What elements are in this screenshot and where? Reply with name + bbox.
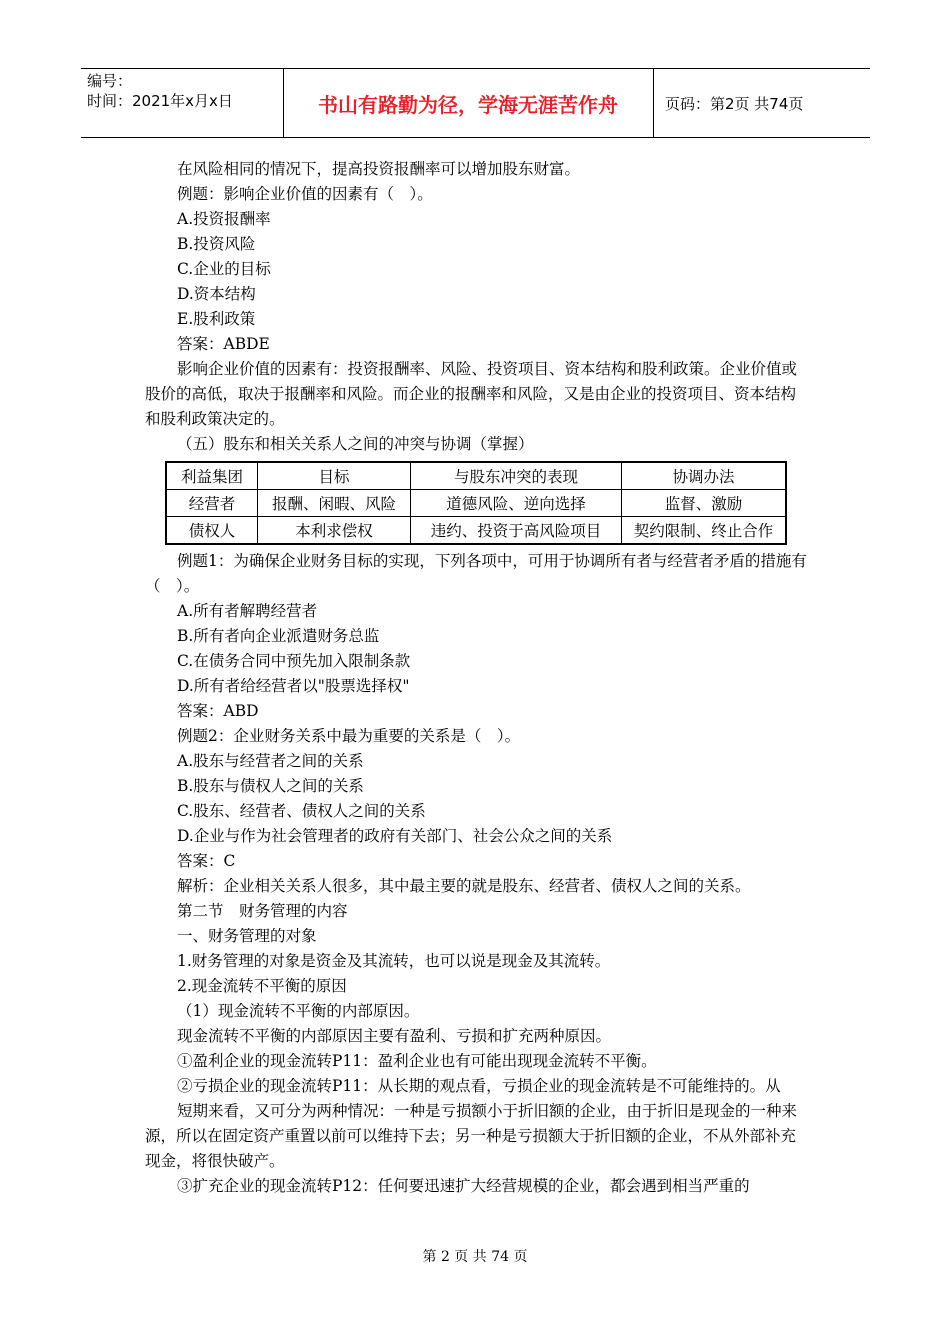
option-line: D.所有者给经营者以"股票选择权" (177, 677, 410, 695)
text-line: 2.现金流转不平衡的原因 (177, 977, 347, 995)
option-line: D.资本结构 (177, 285, 256, 303)
option-line: E.股利政策 (177, 310, 256, 328)
table-header-row (166, 462, 786, 490)
doc-id-label: 编号： (87, 72, 133, 90)
example-question: 例题：影响企业价值的因素有（ ）。 (177, 185, 433, 203)
doc-date-label: 时间：2021年x月x日 (87, 92, 233, 110)
header-page-info: 页码：第2页 共74页 (665, 95, 804, 113)
option-line: B.投资风险 (177, 235, 256, 253)
analysis-line: 解析：企业相关关系人很多，其中最主要的就是股东、经营者、债权人之间的关系。 (177, 877, 751, 895)
section-heading: 一、财务管理的对象 (177, 927, 317, 945)
text-line: （1）现金流转不平衡的内部原因。 (177, 1002, 420, 1020)
option-line: A.所有者解聘经营者 (177, 602, 318, 620)
page-footer: 第 2 页 共 74 页 (422, 1249, 528, 1265)
option-line: C.在债务合同中预先加入限制条款 (177, 652, 411, 670)
section-heading: （五）股东和相关关系人之间的冲突与协调（掌握） (177, 435, 534, 453)
table-cell: 违约、投资于高风险项目 (411, 517, 622, 545)
answer-line: 答案：C (177, 852, 236, 870)
table-cell: 契约限制、终止合作 (622, 517, 787, 545)
text-line: 现金流转不平衡的内部原因主要有盈利、亏损和扩充两种原因。 (177, 1027, 612, 1045)
answer-line: 答案：ABD (177, 702, 259, 720)
option-line: B.所有者向企业派遣财务总监 (177, 627, 380, 645)
text-line: 1.财务管理的对象是资金及其流转，也可以说是现金及其流转。 (177, 952, 611, 970)
option-line: A.股东与经营者之间的关系 (177, 752, 364, 770)
conflict-table (165, 461, 787, 545)
table-cell: 债权人 (166, 517, 258, 545)
explanation-paragraph: 影响企业价值的因素有：投资报酬率、风险、投资项目、资本结构和股利政策。企业价值或股价的高低，取决于报酬率和风险。而企业的报酬率和风险，又是由企业的投资项目、资本结构和股利政策决定的。 (145, 360, 798, 428)
text-line: ②亏损企业的现金流转P11：从长期的观点看，亏损企业的现金流转是不可能维持的。从 (177, 1077, 781, 1095)
table-header-cell: 目标 (258, 462, 411, 490)
header-divider (653, 69, 654, 137)
text-paragraph: 短期来看，又可分为两种情况：一种是亏损额小于折旧额的企业，由于折旧是现金的一种来源，所以在固定资产重置以前可以维持下去；另一种是亏损额大于折旧额的企业，不从外部补充现金，将很快破产。 (145, 1102, 798, 1170)
table-row (166, 490, 786, 517)
example-question: 例题1：为确保企业财务目标的实现，下列各项中，可用于协调所有者与经营者矛盾的措施有（ ）。 (145, 552, 807, 595)
option-line: A.投资报酬率 (177, 210, 271, 228)
section-heading: 第二节 财务管理的内容 (177, 902, 348, 920)
page-header (81, 68, 870, 138)
table-header-cell: 利益集团 (166, 462, 258, 490)
table-cell: 监督、激励 (622, 490, 787, 517)
table-cell: 报酬、闲暇、风险 (258, 490, 411, 517)
answer-line: 答案：ABDE (177, 335, 270, 353)
option-line: C.企业的目标 (177, 260, 271, 278)
option-line: D.企业与作为社会管理者的政府有关部门、社会公众之间的关系 (177, 827, 613, 845)
example-question: 例题2：企业财务关系中最为重要的关系是（ ）。 (177, 727, 521, 745)
text-line: 在风险相同的情况下，提高投资报酬率可以增加股东财富。 (177, 160, 581, 178)
text-line: ③扩充企业的现金流转P12：任何要迅速扩大经营规模的企业，都会遇到相当严重的 (177, 1177, 750, 1195)
option-line: B.股东与债权人之间的关系 (177, 777, 364, 795)
table-header-cell: 协调办法 (622, 462, 787, 490)
table-cell: 本利求偿权 (258, 517, 411, 545)
table-cell: 道德风险、逆向选择 (411, 490, 622, 517)
header-motto: 书山有路勤为径，学海无涯苦作舟 (318, 92, 618, 117)
table-cell: 经营者 (166, 490, 258, 517)
document-body (145, 157, 810, 1199)
table-header-cell: 与股东冲突的表现 (411, 462, 622, 490)
table-row (166, 517, 786, 545)
option-line: C.股东、经营者、债权人之间的关系 (177, 802, 426, 820)
text-line: ①盈利企业的现金流转P11：盈利企业也有可能出现现金流转不平衡。 (177, 1052, 657, 1070)
header-meta (87, 71, 233, 111)
